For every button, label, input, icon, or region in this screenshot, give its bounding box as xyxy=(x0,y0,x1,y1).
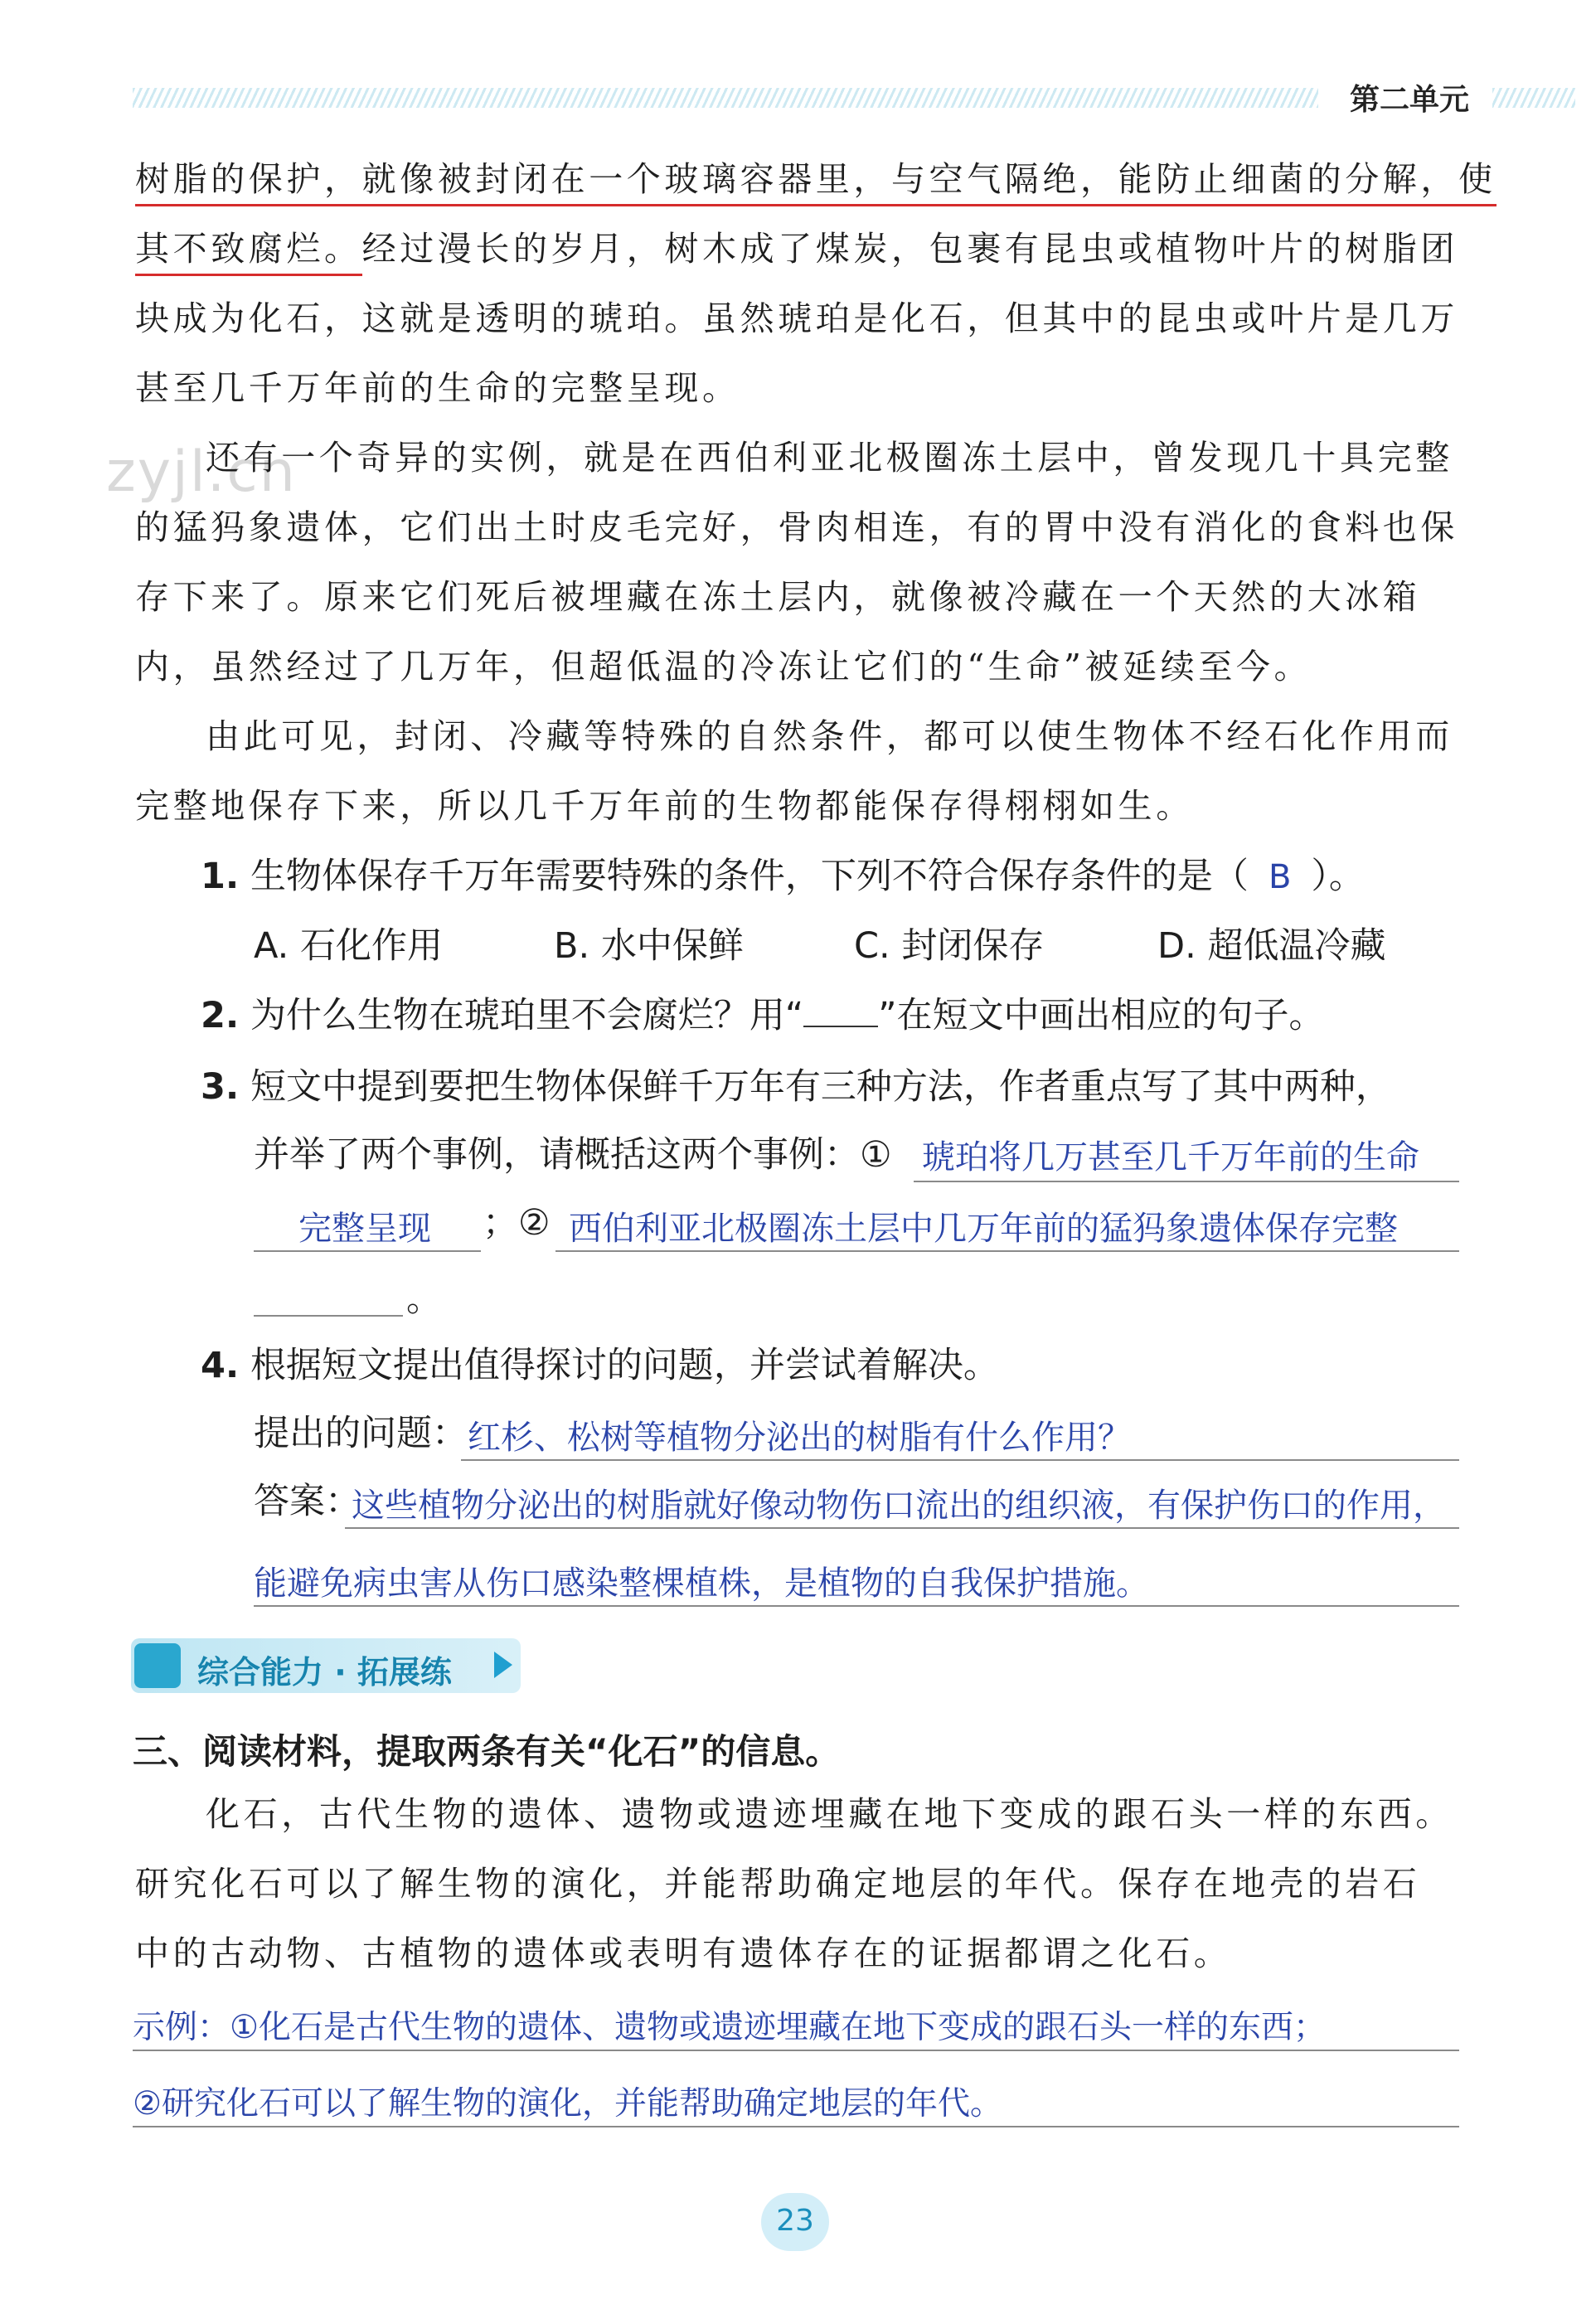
q3-answer-line-3 xyxy=(555,1250,1459,1252)
question-1: 1. 生物体保存千万年需要特殊的条件，下列不符合保存条件的是（ B ）。 xyxy=(201,856,1365,897)
passage-line-2: 其不致腐烂。经过漫长的岁月，树木成了煤炭，包裹有昆虫或植物叶片的树脂团 xyxy=(135,227,1462,270)
q4-question-line xyxy=(461,1459,1459,1461)
q3-answer-line-4 xyxy=(254,1315,403,1317)
banner-arrow-icon xyxy=(494,1652,512,1678)
passage-line-3: 块成为化石，这就是透明的琥珀。虽然琥珀是化石，但其中的昆虫或叶片是几万 xyxy=(135,298,1458,338)
example-line-2: ②研究化石可以了解生物的演化，并能帮助确定地层的年代。 xyxy=(133,2085,1002,2123)
watermark: zyjl.cn xyxy=(106,439,297,505)
q3-line-2: 并举了两个事例，请概括这两个事例：① xyxy=(254,1134,892,1176)
q4-answer-rule-2 xyxy=(254,1605,1459,1607)
q4-answer-rule-1 xyxy=(345,1527,1459,1529)
q4-answer-label: 答案： xyxy=(254,1481,361,1522)
book-icon xyxy=(134,1643,181,1688)
q1-option-a: A. 石化作用 xyxy=(254,925,443,967)
passage-line-7: 存下来了。原来它们死后被埋藏在冻土层内，就像被冷藏在一个天然的大冰箱 xyxy=(135,577,1421,617)
unit-label: 第二单元 xyxy=(1350,83,1470,117)
material-line-3: 中的古动物、古植物的遗体或表明有遗体存在的证据都谓之化石。 xyxy=(135,1933,1232,1973)
q1-option-d: D. 超低温冷藏 xyxy=(1157,925,1386,967)
q4-answer-line-1: 这些植物分泌出的树脂就好像动物伤口流出的组织液，有保护伤口的作用， xyxy=(352,1487,1446,1525)
material-line-1: 化石，古代生物的遗体、遗物或遗迹埋藏在地下变成的跟石头一样的东西。 xyxy=(206,1794,1453,1834)
q3-answer-line-1 xyxy=(914,1181,1459,1182)
header-stripe-left xyxy=(133,88,1318,108)
question-3: 3. 短文中提到要把生物体保鲜千万年有三种方法，作者重点写了其中两种， xyxy=(201,1066,1391,1108)
passage-line-5: 还有一个奇异的实例，就是在西伯利亚北极圈冻土层中，曾发现几十具完整 xyxy=(206,438,1453,478)
red-underlined-sentence: 树脂的保护，就像被封闭在一个玻璃容器里，与空气隔绝，能防止细菌的分解，使 xyxy=(135,159,1497,206)
q3-mid: ；② xyxy=(483,1202,551,1244)
underline-sample xyxy=(803,996,878,1027)
material-line-2: 研究化石可以了解生物的演化，并能帮助确定地层的年代。保存在地壳的岩石 xyxy=(135,1864,1421,1904)
passage-line-8: 内，虽然经过了几万年，但超低温的冷冻让它们的“生命”被延续至今。 xyxy=(135,647,1312,686)
header-stripe-right xyxy=(1492,88,1575,108)
question-2: 2. 为什么生物在琥珀里不会腐烂？用“ ”在短文中画出相应的句子。 xyxy=(201,995,1325,1036)
q4-question-label: 提出的问题： xyxy=(254,1413,468,1454)
q3-answer-1a: 琥珀将几万甚至几千万年前的生命 xyxy=(922,1138,1419,1176)
section-banner-text: 综合能力 · 拓展练 xyxy=(197,1654,452,1691)
example-rule-2 xyxy=(133,2126,1459,2127)
passage-line-6: 的猛犸象遗体，它们出土时皮毛完好，骨肉相连，有的胃中没有消化的食料也保 xyxy=(135,507,1458,547)
question-4: 4. 根据短文提出值得探讨的问题，并尝试着解决。 xyxy=(201,1345,999,1386)
q3-answer-2: 西伯利亚北极圈冻土层中几万年前的猛犸象遗体保存完整 xyxy=(569,1210,1398,1248)
passage-line-1 xyxy=(135,158,1497,201)
q1-option-b: B. 水中保鲜 xyxy=(554,925,744,967)
page-number: 23 xyxy=(776,2204,814,2238)
q3-answer-1b: 完整呈现 xyxy=(298,1210,431,1248)
red-underlined-sentence-end: 其不致腐烂。 xyxy=(135,229,362,276)
passage-line-10: 完整地保存下来，所以几千万年前的生物都能保存得栩栩如生。 xyxy=(135,786,1194,826)
q1-option-c: C. 封闭保存 xyxy=(854,925,1045,967)
q1-answer: B xyxy=(1268,858,1292,896)
passage-line-4: 甚至几千万年前的生命的完整呈现。 xyxy=(135,368,740,408)
q4-question-answer: 红杉、松树等植物分泌出的树脂有什么作用？ xyxy=(468,1419,1131,1457)
passage-line-9: 由此可见，封闭、冷藏等特殊的自然条件，都可以使生物体不经石化作用而 xyxy=(206,716,1453,756)
q4-answer-line-2: 能避免病虫害从伤口感染整棵植株，是植物的自我保护措施。 xyxy=(254,1565,1149,1603)
q3-end: 。 xyxy=(406,1278,442,1320)
example-line-1: 示例：①化石是古代生物的遗体、遗物或遗迹埋藏在地下变成的跟石头一样的东西； xyxy=(133,2009,1326,2046)
section-title: 三、阅读材料，提取两条有关“化石”的信息。 xyxy=(133,1731,841,1772)
example-rule-1 xyxy=(133,2050,1459,2051)
q3-answer-line-2 xyxy=(254,1250,481,1252)
